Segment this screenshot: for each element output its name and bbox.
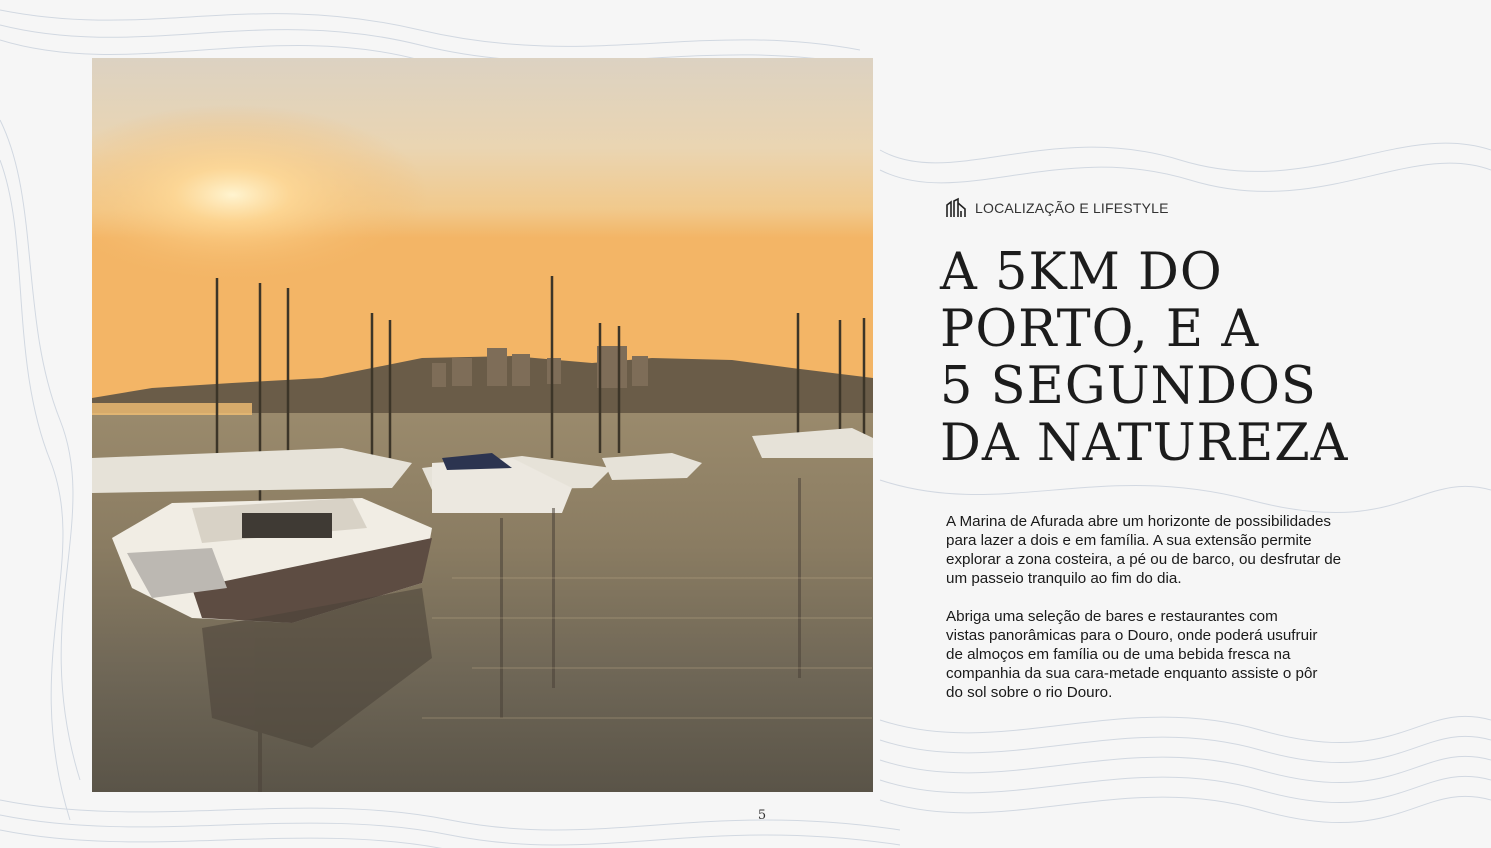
paragraph-line: um passeio tranquilo ao fim do dia. <box>946 570 1182 587</box>
paragraph-line: de almoços em família ou de uma bebida fresca na <box>946 646 1291 663</box>
paragraph-line: Abriga uma seleção de bares e restaurantes com <box>946 608 1278 625</box>
marina-sunset-photo <box>92 58 873 792</box>
headline-line: 5 SEGUNDOS <box>940 357 1317 416</box>
headline-line: A 5KM DO <box>940 243 1223 302</box>
paragraph-line: para lazer a dois e em família. A sua extensão permite <box>946 532 1312 549</box>
paragraph-line: companhia da sua cara-metade enquanto assiste o pôr <box>946 665 1318 682</box>
paragraph-line: A Marina de Afurada abre um horizonte de possibilidades <box>946 513 1331 530</box>
section-label-text: LOCALIZAÇÃO E LIFESTYLE <box>975 200 1169 216</box>
body-paragraph-1 <box>946 512 1406 588</box>
paragraph-line: do sol sobre o rio Douro. <box>946 684 1113 701</box>
section-label <box>945 197 1169 219</box>
paragraph-line: vistas panorâmicas para o Douro, onde poderá usufruir <box>946 627 1318 644</box>
page-number: 5 <box>757 808 767 823</box>
building-logo-icon <box>945 197 967 219</box>
paragraph-line: explorar a zona costeira, a pé ou de barco, ou desfrutar de <box>946 551 1342 568</box>
headline <box>940 244 1460 472</box>
headline-line: PORTO, E A <box>940 300 1260 359</box>
body-paragraph-2 <box>946 607 1406 702</box>
headline-line: DA NATUREZA <box>940 414 1349 473</box>
